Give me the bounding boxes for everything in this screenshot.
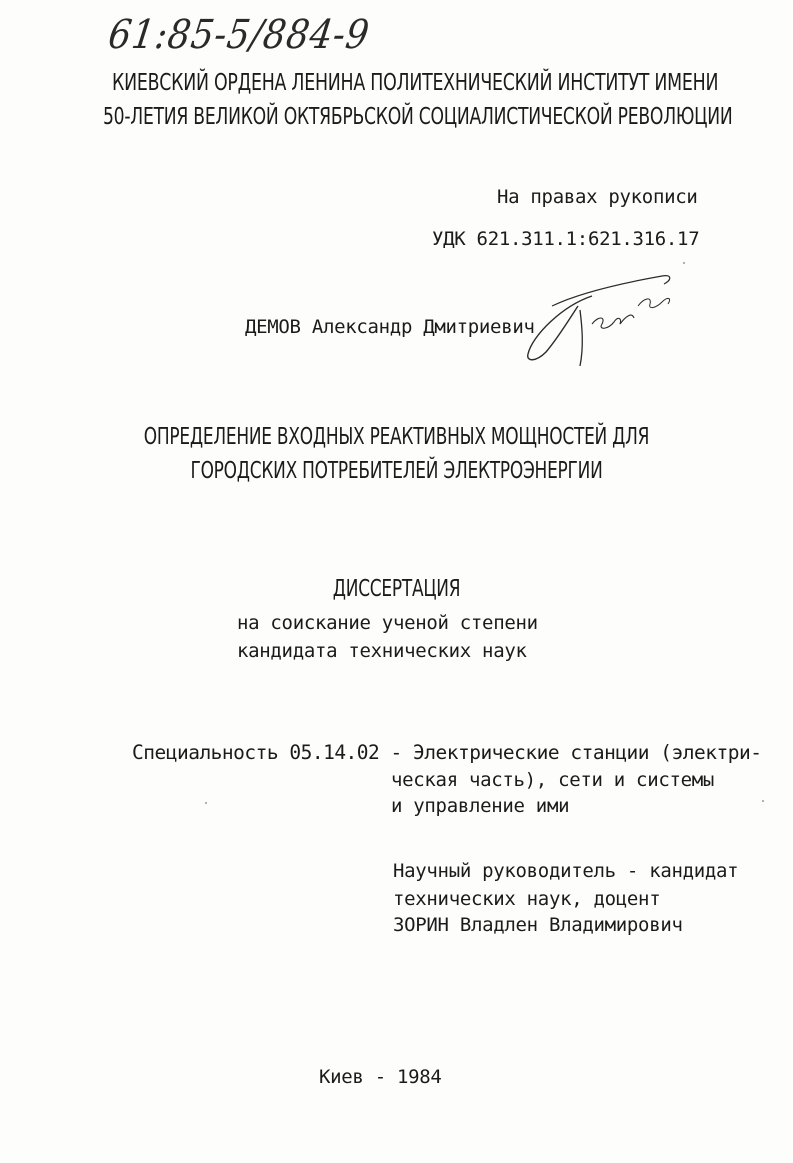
specialty-line-3: и управление ими — [391, 795, 570, 817]
supervisor-line-2: технических наук, доцент — [393, 888, 661, 910]
place-and-year: Киев - 1984 — [319, 1066, 442, 1088]
manuscript-rights: На правах рукописи — [497, 186, 698, 208]
specialty-line-1: Специальность 05.14.02 - Электрические станции (электри- — [132, 741, 762, 764]
scan-speck — [205, 802, 207, 804]
institute-line-1: КИЕВСКИЙ ОРДЕНА ЛЕНИНА ПОЛИТЕХНИЧЕСКИЙ ИНСТИТУТ ИМЕНИ — [112, 70, 719, 96]
degree-line-1: на соискание ученой степени — [237, 612, 538, 634]
author-name: ДЕМОВ Александр Дмитриевич — [245, 316, 535, 338]
degree-line-2: кандидата технических наук — [237, 640, 527, 662]
udk-code: УДК 621.311.1:621.316.17 — [432, 228, 700, 250]
archive-number-handwritten: 61:85-5/884-9 — [105, 12, 373, 58]
supervisor-line-3: ЗОРИН Владлен Владимирович — [393, 914, 683, 936]
scan-speck — [683, 262, 685, 264]
title-line-2: ГОРОДСКИХ ПОТРЕБИТЕЛЕЙ ЭЛЕКТРОЭНЕРГИИ — [190, 458, 603, 484]
title-line-1: ОПРЕДЕЛЕНИЕ ВХОДНЫХ РЕАКТИВНЫХ МОЩНОСТЕЙ ДЛЯ — [143, 424, 650, 450]
author-signature — [522, 266, 682, 376]
document-type: ДИССЕРТАЦИЯ — [332, 576, 461, 602]
institute-line-2: 50-ЛЕТИЯ ВЕЛИКОЙ ОКТЯБРЬСКОЙ СОЦИАЛИСТИЧЕСКОЙ РЕВОЛЮЦИИ — [103, 104, 733, 130]
specialty-line-2: ческая часть), сети и системы — [391, 769, 715, 791]
scan-speck — [762, 800, 764, 802]
supervisor-line-1: Научный руководитель - кандидат — [393, 860, 739, 882]
